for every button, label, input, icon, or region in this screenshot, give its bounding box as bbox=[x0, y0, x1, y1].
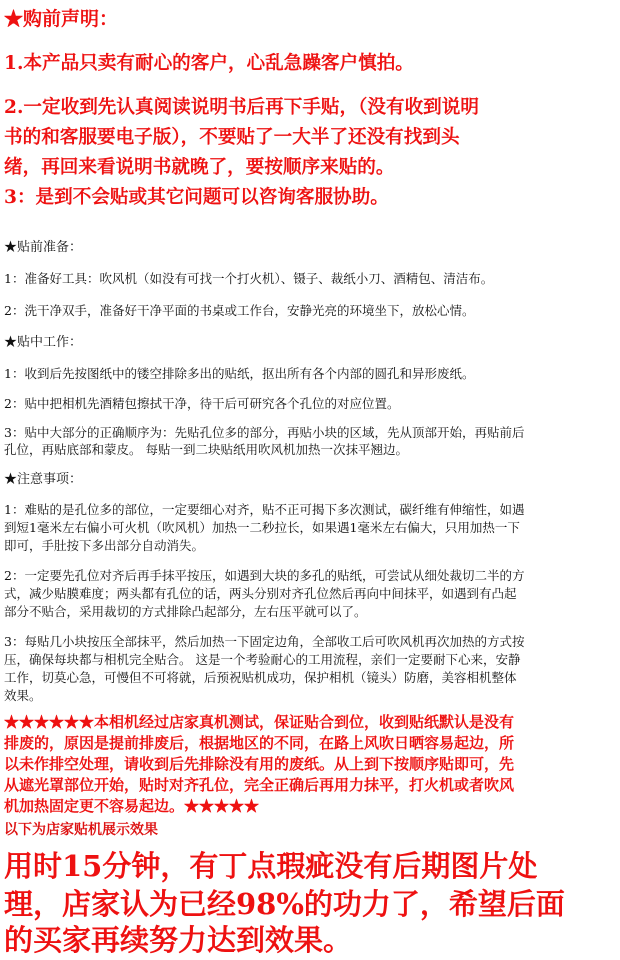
warning-line-4: 从遮光罩部位开始，贴时对齐孔位，完全正确后再用力抹平，打火机或者吹风 bbox=[4, 776, 515, 794]
notice-item-2-line-2: 书的和客服要电子版），不要贴了一大半了还没有找到头 bbox=[4, 127, 460, 148]
notice-item-2-line-1: 2.一定收到先认真阅读说明书后再下手贴，（没有收到说明 bbox=[4, 97, 479, 118]
work-title: ★贴中工作： bbox=[4, 335, 83, 350]
prep-title: ★贴前准备： bbox=[4, 240, 83, 255]
notes-p3-line-1: 3：每贴几小块按压全部抹平，然后加热一下固定边角，全部收工后可吹风机再次加热的方式按 bbox=[4, 634, 525, 649]
showcase-caption: 以下为店家贴机展示效果 bbox=[4, 822, 158, 838]
closing-line-1: 用时15分钟，有丁点瑕疵没有后期图片处 bbox=[4, 849, 538, 883]
notes-p1-line-1: 1：难贴的是孔位多的部位，一定要细心对齐，贴不正可揭下多次测试，碳纤维有伸缩性，如遇 bbox=[4, 502, 525, 517]
work-item-2: 2：贴中把相机先酒精包擦拭干净，待干后可研究各个孔位的对应位置。 bbox=[4, 396, 400, 411]
prep-item-1: 1：准备好工具：吹风机（如没有可找一个打火机）、镊子、裁纸小刀、酒精包、清洁布。 bbox=[4, 271, 494, 286]
notice-item-3: 3：是到不会贴或其它问题可以咨询客服协助。 bbox=[4, 187, 389, 208]
notes-p2-line-2: 式，减少贴膜难度；两头都有孔位的话，两头分别对齐孔位然后再向中间抹平，如遇到有凸起 bbox=[4, 586, 517, 601]
notice-item-2-line-3: 绪，再回来看说明书就晚了，要按顺序来贴的。 bbox=[4, 157, 395, 178]
notes-p3-line-4: 效果。 bbox=[4, 688, 42, 703]
work-item-3-line-2: 孔位，再贴底部和蒙皮。 每贴一到二块贴纸用吹风机加热一次抹平翘边。 bbox=[4, 442, 408, 457]
prep-item-2: 2：洗干净双手，准备好干净平面的书桌或工作台，安静光亮的环境坐下，放松心情。 bbox=[4, 303, 475, 318]
warning-line-2: 排废的，原因是提前排废后，根据地区的不同，在路上风吹日晒容易起边，所 bbox=[4, 734, 515, 752]
closing-line-3: 的买家再续努力达到效果。 bbox=[4, 923, 353, 957]
notes-p2-line-3: 部分不贴合，采用裁切的方式排除凸起部分，左右压平就可以了。 bbox=[4, 604, 367, 619]
work-item-3-line-1: 3：贴中大部分的正确顺序为：先贴孔位多的部分，再贴小块的区域，先从顶部开始，再贴前后 bbox=[4, 425, 525, 440]
work-item-1: 1：收到后先按图纸中的镂空排除多出的贴纸，抠出所有各个内部的圆孔和异形废纸。 bbox=[4, 366, 475, 381]
notice-item-1: 1.本产品只卖有耐心的客户，心乱急躁客户慎拍。 bbox=[4, 53, 414, 74]
notice-title: ★购前声明： bbox=[4, 8, 119, 30]
closing-line-2: 理，店家认为已经98%的功力了，希望后面 bbox=[4, 887, 565, 921]
notes-p3-line-2: 压，确保每块都与相机完全贴合。 这是一个考验耐心的工用流程，亲们一定要耐下心来，安静 bbox=[4, 652, 521, 667]
notes-p2-line-1: 2：一定要先孔位对齐后再手抹平按压，如遇到大块的多孔的贴纸，可尝试从细处裁切二半的方 bbox=[4, 568, 525, 583]
notes-p3-line-3: 工作，切莫心急，可慢但不可将就，后预祝贴机成功，保护相机（镜头）防磨，美容相机整体 bbox=[4, 670, 517, 685]
warning-line-3: 以未作排空处理，请收到后先排除没有用的废纸。从上到下按顺序贴即可，先 bbox=[4, 755, 515, 773]
notes-p1-line-3: 即可，手肚按下多出部分自动消失。 bbox=[4, 538, 205, 553]
warning-line-5: 机加热固定更不容易起边。★★★★★ bbox=[4, 797, 260, 815]
notes-p1-line-2: 到短1毫米左右偏小可火机（吹风机）加热一二秒拉长，如果遇1毫米左右偏大，只用加热一下 bbox=[4, 520, 520, 535]
warning-line-1: ★★★★★★本相机经过店家真机测试，保证贴合到位，收到贴纸默认是没有 bbox=[4, 713, 515, 731]
notes-title: ★注意事项： bbox=[4, 472, 83, 487]
